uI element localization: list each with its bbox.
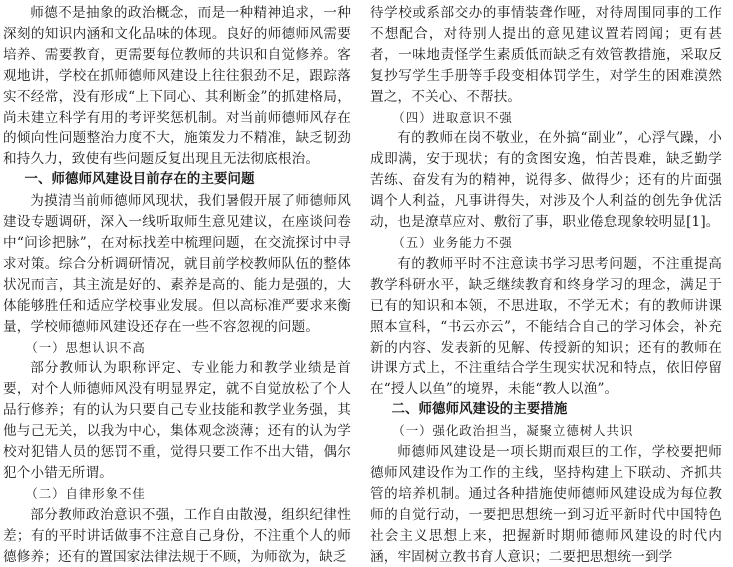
subheading-political: （一）强化政治担当，凝聚立德树人共识: [392, 423, 634, 439]
paragraph-discipline: 部分教师政治意识不强，工作自由散漫，组织纪律性差；有的平时讲话做事不注意自己身份，不注重个人的师德修养；还有的置国家法律法规于不顾，为师欲为，缺乏: [3, 506, 351, 565]
subheading-competence: （五）业务能力不强: [392, 234, 513, 250]
section-heading-measures: 二、师德师风建设的主要措施: [391, 402, 568, 418]
subheading-initiative: （四）进取意识不强: [392, 109, 513, 125]
paragraph-initiative: 有的教师在岗不敬业，在外搞“副业”，心浮气躁，小成即满，安于现状；有的贪图安逸，怕苦畏难，缺乏勤学苦练、奋发有为的精神，说得多、做得少；还有的片面强调个人利益，凡事讲得失，对涉及个人利益的创先争优活动，也是潦草应对、敷衍了事，职业倦怠现象较明显[1]。: [370, 130, 722, 231]
right-column: [370, 3, 722, 567]
paragraph-intro: 师德不是抽象的政治概念，而是一种精神追求，一种深刻的知识内涵和文化品味的体现。良好的师德师风需要培养、需要教育，更需要每位教师的共识和自觉修养。客观地讲，学校在抓师德师风建设上往往狠劲不足，跟踪落实不经常，没有形成“上下同心、其利断金”的抓建格局，尚未建立科学有用的考评奖惩机制。对当前师德师风存在的倾向性问题整治力度不大，施策发力不精准，缺乏韧劲和持久力，致使有些问题反复出现且无法彻底根治。: [3, 5, 351, 168]
paragraph-thinking: 部分教师认为职称评定、专业能力和教学业绩是首要，对个人师德师风没有明显界定，就不自觉放松了个人品行修养；有的认为只要自己专业技能和教学业务强，其他与己无关，以我为中心，集体观念淡薄；还有的认为学校对犯错人员的惩罚不重，觉得只要工作不出大错，偶尔犯个小错无所谓。: [3, 360, 351, 481]
subheading-thinking: （一）思想认识不高: [25, 339, 146, 355]
paragraph-competence: 有的教师平时不注意读书学习思考问题，不注重提高教学科研水平，缺乏继续教育和终身学习的理念，满足于已有的知识和本领，不思进取，不学无术；有的教师讲课照本宣科，“书云亦云”，不能结合自己的学习体会，补充新的内容、发表新的见解、传授新的知识；还有的教师在讲课方式上，不注重结合学生现实状况和特点，依旧停留在“授人以鱼”的境界，未能“教人以渔”。: [370, 255, 722, 398]
paragraph-political: 师德师风建设是一项长期而艰巨的工作，学校要把师德师风建设作为工作的主线，坚持构建上下联动、齐抓共管的培养机制。通过各种措施使师德师风建设成为每位教师的自觉行动，一要把思想统一到习近平新时代中国特色社会主义思想上来，把握新时期师德师风建设的时代内涵，牢固树立教书育人意识；二要把思想统一到学: [370, 444, 722, 565]
paragraph-continued: 待学校或系部交办的事情装聋作哑，对待周围同事的工作不想配合，对待别人提出的意见建议置若罔闻；更有甚者，一味地责怪学生素质低而缺乏有效管教措施，采取反复抄写学生手册等手段变相体罚学生，对学生的困难漠然置之，不关心、不帮扶。: [370, 5, 722, 105]
left-column: [3, 3, 351, 567]
section-heading-problems: 一、师德师风建设目前存在的主要问题: [24, 172, 255, 188]
subheading-discipline: （二）自律形象不佳: [25, 485, 146, 501]
paragraph-survey: 为摸清当前师德师风现状，我们暑假开展了师德师风建设专题调研，深入一线听取师生意见建议，在座谈问卷中“问诊把脉”，在对标找差中梳理问题，在交流探讨中寻求对策。综合分析调研情况，就目前学校教师队伍的整体状况而言，其主流是好的、素养是高的、能力是强的，大体能够胜任和适应学校事业发展。但以高标准严要求来衡量，学校师德师风建设还存在一些不容忽视的问题。: [3, 193, 351, 335]
